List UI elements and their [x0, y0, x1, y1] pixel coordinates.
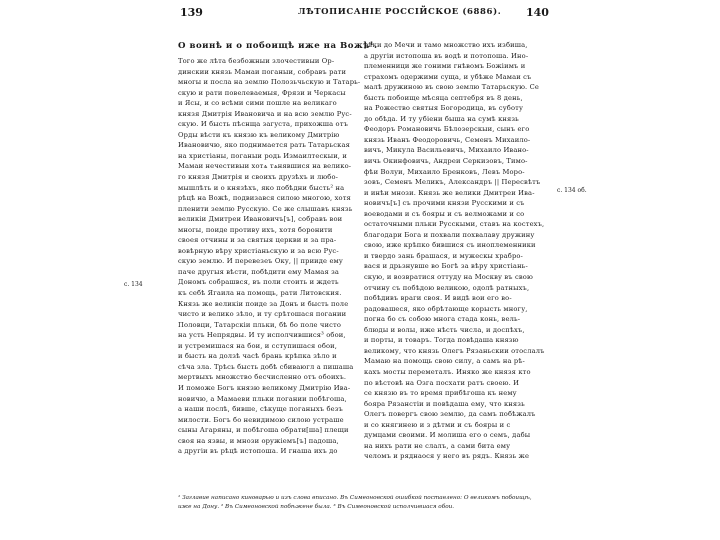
- text-line: Орды вѣсти къ князю къ великому Дмитрію: [178, 130, 340, 139]
- text-line: бысть побоище мѣсяца септебря въ 8 день,: [364, 93, 523, 102]
- text-line: благодари Бога и похвали похвалаву дружину: [364, 230, 535, 239]
- text-line: на нихъ рати не слалъ, а сами бита ему: [364, 441, 511, 450]
- text-line: и инѣи мнози. Князь же велики Дмитреи Ива-: [364, 188, 535, 197]
- left-column-body: [178, 56, 361, 457]
- text-line: фѣи Волуи, Михаило Бренковъ, Левъ Моро-: [364, 167, 525, 176]
- text-line: вичъ, Микула Васильевичь, Михаило Ивано-: [364, 146, 529, 155]
- text-line: племенници же гоними гнѣвомъ Божіимъ и: [364, 62, 526, 71]
- text-line: милости. Богъ бо невидимою силою устраше: [178, 415, 344, 424]
- page-header: [0, 4, 720, 24]
- text-line: Того же лѣта безбожныи злочестивыи Ор-: [178, 57, 335, 65]
- text-line: блюды и волы, иже нѣсть числа, и доспѣхъ,: [364, 325, 525, 334]
- text-line: новичъ[ъ] съ прочими князи Русскими и съ: [364, 199, 525, 208]
- text-line: до обѣда. И ту убіени быша на сумѣ князь: [364, 114, 519, 123]
- text-line: сыны Агаряны, и побѣгоша обрати[ша] плещи: [178, 426, 349, 435]
- text-line: а другіи въ рѣцѣ истопоша. И гнаша ихъ до: [178, 447, 338, 456]
- text-line: и Ясы, и со всѣми сими пошле на великаго: [178, 99, 337, 108]
- footnotes: [178, 494, 558, 512]
- text-line: рѣцѣ на Вожѣ, подвизався силою многою, хотя: [178, 194, 351, 203]
- section-title: О воинѣ и о побоищѣ иже на Вожѣ¹.: [178, 41, 378, 51]
- text-line: скую и рати повелеваемыя, Фрязи и Черкасы: [178, 88, 346, 97]
- text-line: и порты, и товаръ. Тогда повѣдаша князю: [364, 336, 519, 345]
- text-line: Дономъ собрашвся, въ поли стоить и ждеть: [178, 278, 339, 287]
- text-line: и твердо зань брашася, и мужескы храбро-: [364, 251, 523, 260]
- text-line: паче другыя вѣсти, побѣдити ему Мамая за: [178, 267, 340, 276]
- running-title: ЛѢТОПИСАНІЕ РОССІЙСКОЕ (6886).: [298, 7, 502, 17]
- footnote-line: ¹ Заглавие написано киноварью и изъ слова вписано. Въ Симеоновской ошибкой поставлено: О великомъ побоищѣ,: [178, 495, 532, 501]
- text-line: вовѣрную вѣру христіаньскую и за всю Рус-: [178, 246, 339, 255]
- text-line: своя на язвы, и мнози оружіемъ[ъ] падоша,: [178, 436, 339, 445]
- text-line: и устремишася на бои, и сступишася обои,: [178, 341, 338, 350]
- text-line: мышлѣть и о князѣхъ, яко побѣдни бысть² на: [178, 183, 345, 192]
- text-line: рѣки до Мечи и тамо множство ихъ избиша,: [364, 41, 528, 49]
- text-line: побѣдивъ враги своя. И видѣ вои его во-: [364, 294, 512, 303]
- text-line: Олегъ повергъ свою землю, да самъ побѣжалъ: [364, 410, 536, 419]
- page-number-left: 139: [180, 6, 203, 19]
- margin-note-left: с. 134: [124, 281, 143, 288]
- margin-note-right: с. 134 об.: [557, 187, 587, 194]
- text-line: къ себѣ Ягаила на помощь, рати Литовския.: [178, 289, 342, 298]
- text-line: многы и посла на землю Полозьчьскую и Татарь-: [178, 78, 361, 87]
- text-line: вичь Окинфовичь, Андреи Серкизовъ, Тимо-: [364, 157, 528, 166]
- text-line: остаточными пльки Русскыми, ставъ на костехъ,: [364, 220, 545, 229]
- text-line: на Рожество святыя Богородица, въ суботу: [364, 104, 524, 113]
- text-line: на усть Непрядвы. И ту исполчившися³ обои,: [178, 331, 346, 340]
- text-line: а наши послѣ, бивше, сѣкуще поганыхъ безъ: [178, 405, 343, 414]
- text-line: вася и дрьзнувше во Богѣ за вѣру христіань-: [364, 262, 528, 271]
- text-line: своея отчины и за святыя церкви и за пра-: [178, 236, 337, 245]
- text-line: отчину съ побѣдою великою, одолѣ ратныхъ,: [364, 283, 530, 292]
- text-line: Ивановичю, яко поднимается рать Татарьская: [178, 141, 351, 150]
- text-line: воеводами и съ бояры и съ велможами и со: [364, 209, 525, 218]
- text-line: радовашеся, яко обрѣтающе корысть многу,: [364, 304, 528, 313]
- text-line: а другіи истопоша въ водѣ и потопоша. Ино-: [364, 51, 529, 60]
- text-line: великіи Дмитреи Ивановичъ[ъ], собравъ вои: [178, 215, 343, 224]
- text-line: Половци, Татарскіи пльки, бѣ бо поле чисто: [178, 320, 342, 329]
- text-line: динскии князь Мамаи поганыи, собравъ рати: [178, 67, 347, 76]
- text-line: кахъ мосты переметалъ. Иняко же князя кто: [364, 367, 531, 376]
- text-line: и со княгинею и з дѣтми и съ бояры и с: [364, 420, 511, 429]
- text-line: мертвыхъ множство бесчисленно отъ обоихъ.: [178, 373, 347, 382]
- text-line: по вѣстовѣ на Озга посхати ратъ своею. И: [364, 378, 520, 387]
- footnote-line: иже на Дону. ² Въ Симеоновской побѣжене была. ³ Въ Симеоновской исполчившася обои.: [178, 504, 455, 510]
- text-line: челомъ и ряднаося у него въ рядъ. Князь же: [364, 452, 530, 461]
- text-line: малѣ дружиною въ свою землю Татарьскую. Се: [364, 83, 539, 92]
- text-line: и бысть на долзѣ часѣ брань крѣпка зѣло и: [178, 352, 337, 361]
- text-line: свою, иже крѣпко бившися съ иноплеменники: [364, 241, 536, 250]
- text-line: Мамаю на помощь свою силу, а самъ на рѣ-: [364, 357, 525, 366]
- text-line: бояра Рязанстіи и повѣдаша ему, что князь: [364, 399, 525, 408]
- text-line: страхомъ одержими суща, и убѣже Мамаи съ: [364, 72, 532, 81]
- text-line: скую землю. И перевезеъ Оку, || прииде ему: [178, 257, 343, 266]
- text-line: новичю, а Мамаеви пльки погании побѣгоша,: [178, 394, 347, 403]
- text-line: скую. И бысть пѣснща загуста, прихожша отъ: [178, 120, 348, 129]
- text-line: зовъ, Семенъ Меликъ, Александръ || Пересвѣтъ: [364, 178, 541, 187]
- text-line: Мамаи нечестивыи хотѧ тѧнявшися на велико-: [178, 162, 352, 171]
- text-line: князь Иванъ Феодоровичь, Семенъ Михаило-: [364, 135, 531, 144]
- left-column: [178, 40, 378, 457]
- text-line: го князя Дмитрія и своихъ друзѣхъ и любо-: [178, 173, 339, 182]
- text-line: скую, и возвратися оттуду на Москву въ свою: [364, 273, 533, 282]
- text-line: сѣча зла. Трѣсь бысть добѣ сбиваюгл а пишаша: [178, 362, 354, 371]
- text-line: Феодоръ Романовичь Бѣлозерскыи, сынъ его: [364, 125, 530, 134]
- text-line: князя Дмитрія Ивановича и на всю землю Рус-: [178, 109, 352, 118]
- text-line: великому, что князь Олегъ Рязаньскии отослалъ: [364, 346, 545, 355]
- text-line: се князю въ то время прибѣгоша къ нему: [364, 389, 517, 398]
- text-line: думцами своими. И молиша его о семъ, дабы: [364, 431, 531, 440]
- text-line: Князь же великіи поиде за Донъ и бысть поле: [178, 299, 349, 308]
- text-line: чисто и велико зѣло, и ту срѣтошася погании: [178, 310, 347, 319]
- text-line: пленити землю Русскую. Се же слышавъ князь: [178, 204, 353, 213]
- page-number-right: 140: [526, 6, 549, 19]
- text-line: многы, поиде противу ихъ, хотя боронити: [178, 225, 333, 234]
- text-line: И поможе Богъ князю великому Дмитрію Ива-: [178, 383, 351, 392]
- right-column: [364, 40, 552, 462]
- text-line: погна бо съ собою многа стада конь, вель-: [364, 315, 521, 324]
- text-line: на христіаны, поганыи родь Измаилтескыи, и: [178, 151, 347, 160]
